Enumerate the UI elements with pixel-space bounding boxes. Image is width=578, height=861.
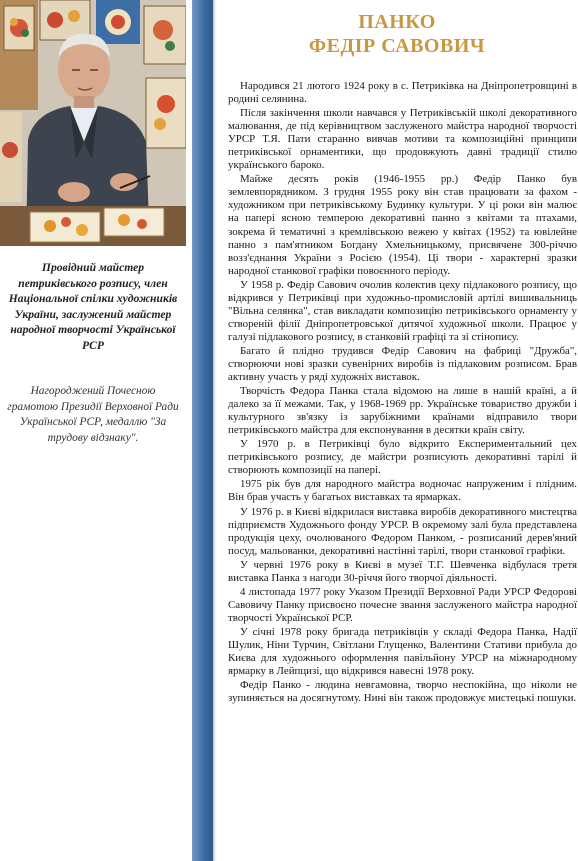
award-note: Нагороджений Почесною грамотою Президії Верховної Ради Української РСР, медаллю "За трудову відзнаку". — [7, 385, 179, 444]
biography-text — [228, 80, 577, 706]
title-given-names: ФЕДІР САВОВИЧ — [308, 35, 486, 57]
left-column — [0, 0, 186, 861]
biography-paragraph: У 1970 р. в Петриківці було відкрито Експериментальний цех петриківського розпису, де майстри розписують декоративні тарілі й створюють композиції на папері. — [228, 438, 577, 477]
page-title — [216, 10, 578, 58]
title-surname: ПАНКО — [358, 11, 436, 33]
biography-paragraph: Майже десять років (1946-1955 рр.) Федір Панко був землевпорядником. З грудня 1955 року він став працювати за фахом - художником при петриківському Будинку культури. У ці роки він малює на папері ясною темперою декоративні панно з квітами та птахами, зокрема й тематичні з кремлівською вежею у квітах (1952) та ювілейне панно з пам'ятником Богдану Хмельницькому, присвячене 300-річчю возз'єднання України з Росією (1954). Ці твори - характерні зразки народної станкової графіки повоєнного періоду. — [228, 173, 577, 277]
biography-paragraph: Творчість Федора Панка стала відомою на лише в нашій країні, а й далеко за її межами. Так, у 1968-1969 рр. Українське товариство дружби і культурного зв'язку із зарубіжними країнами відправило твори петриківського майстра для експонування в десятки країн світу. — [228, 385, 577, 437]
biography-paragraph: 1975 рік був для народного майстра водночас напруженим і плідним. Він брав участь у багатьох виставках та ярмарках. — [228, 478, 577, 504]
biography-paragraph: Федір Панко - людина невгамовна, творчо неспокійна, що ніколи не зупиняється на досягнутому. Нині він також продовжує мистецькі пошуки. — [228, 679, 577, 705]
biography-paragraph: У січні 1978 року бригада петриківців у складі Федора Панка, Надії Шулик, Ніни Турчин, Світлани Глущенко, Валентини Стативи прибула до Києва для художнього оформлення павільйону УРСР на міжнародному ярмарку в Лейпцизі, що відкрився навесні 1978 року. — [228, 625, 577, 678]
biography-paragraph: Після закінчення школи навчався у Петриківській школі декоративного малювання, де під керівництвом заслуженого майстра народної творчості УРСР Т.Я. Пати старанно вивчав мотиви та композиційні принципи петриківської орнаментики, що продовжують давні традиції стилю українського бароко. — [228, 107, 577, 172]
biography-paragraph: У 1976 р. в Києві відкрилася виставка виробів декоративного мистецтва підприємств Художнього фонду УРСР. В окремому залі була представлена продукція цеху, очолюваного Федором Панком, - розписаний дерев'яний посуд, мальованки, декоративні настінні тарілі, твори станкової графіки. — [228, 505, 577, 557]
biography-paragraph: Народився 21 лютого 1924 року в с. Петриківка на Дніпропетровщині в родині селянина. — [228, 80, 577, 106]
biography-paragraph: 4 листопада 1977 року Указом Президії Верховної Ради УРСР Федорові Савовичу Панку присвоєно почесне звання заслуженого майстра народної творчості Української РСР. — [228, 585, 577, 624]
decorative-stripe — [192, 0, 213, 861]
portrait-caption: Провідний майстер петриківського розпису, член Національної спілки художників України, заслужений майстер народної творчості Української РСР — [8, 261, 178, 352]
biography-paragraph: У червні 1976 року в Києві в музеї Т.Г. Шевченка відбулася третя виставка Панка з нагоди 30-річчя його творчої діяльності. — [228, 558, 577, 584]
portrait-photo — [0, 0, 186, 246]
portrait-illustration — [0, 0, 186, 246]
biography-paragraph: У 1958 р. Федір Савович очолив колектив цеху підлакового розпису, що відкрився у Петриківці при художньо-промисловій артілі вишивальниць "Вільна селянка", став викладати композицію петриківського орнаменту у створеній філії Дніпропетровської дитячої художньої школи. Працює у галузі підлакового розпису, в станковій графіці та зі стінопису. — [228, 278, 577, 343]
biography-paragraph: Багато й плідно трудився Федір Савович на фабриці "Дружба", створюючи нові зразки сувенірних виробів із підлаковим розписом. Брав активну участь у ряді художніх виставок. — [228, 344, 577, 384]
